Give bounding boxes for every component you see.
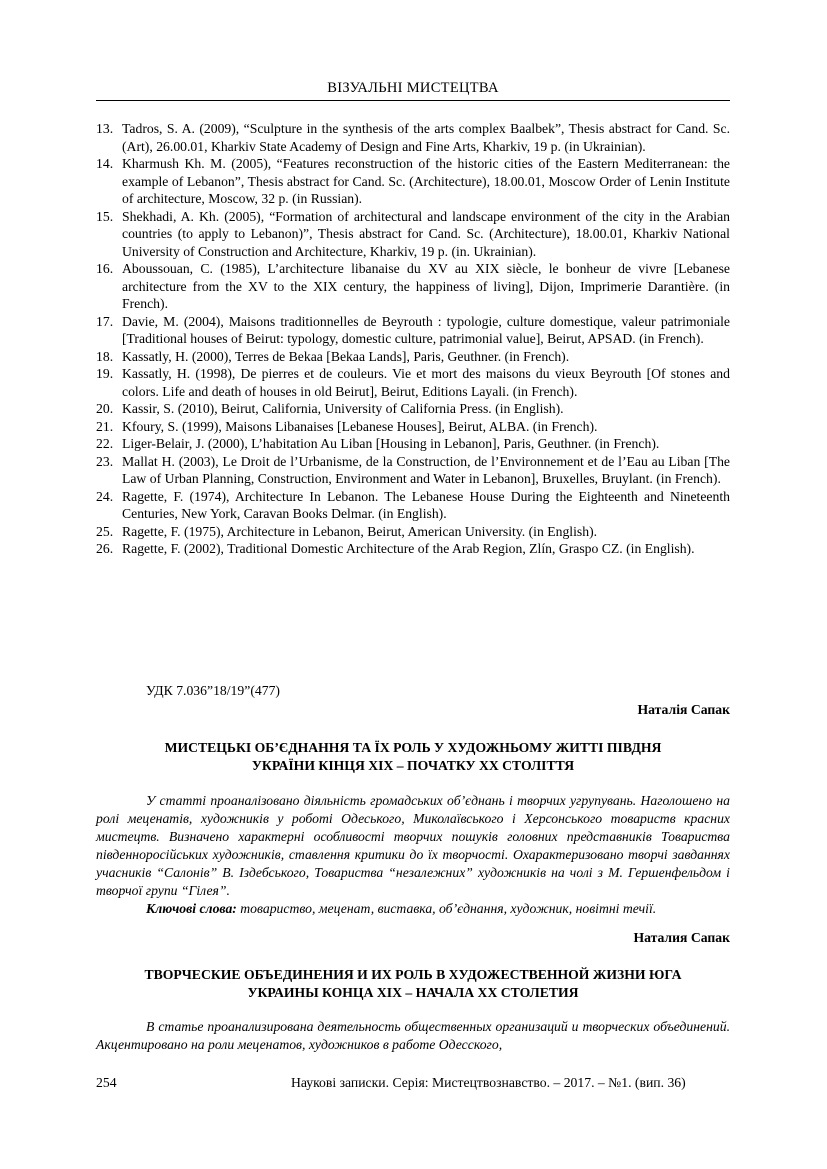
reference-text: Aboussouan, C. (1985), L’architecture libanaise du XV au XIX siècle, le bonheur de vivre [Lebanese architecture from the XV to the XIX century, the happiness of living], Dijon, Imprimerie Darantière. (in French). (122, 261, 730, 311)
reference-item (96, 313, 730, 348)
title-line: УКРАИНЫ КОНЦА ХІХ – НАЧАЛА ХХ СТОЛЕТИЯ (247, 984, 579, 1000)
title-line: УКРАЇНИ КІНЦЯ ХІХ – ПОЧАТКУ ХХ СТОЛІТТЯ (251, 757, 575, 773)
reference-text: Kharmush Kh. M. (2005), “Features reconstruction of the historic cities of the Eastern Mediterranean: the example of Lebanon”, Thesis abstract for Cand. Sc. (Architecture), 18.00.01, Moscow Order of Lenin Institute of architecture, Moscow, 32 p. (in Russian). (122, 156, 730, 206)
reference-number: 26. (96, 541, 114, 556)
reference-text: Kassir, S. (2010), Beirut, California, University of California Press. (in English). (122, 401, 564, 416)
reference-number: 18. (96, 348, 114, 364)
reference-item (96, 365, 730, 400)
reference-text: Tadros, S. A. (2009), “Sculpture in the synthesis of the arts complex Baalbek”, Thesis abstract for Cand. Sc. (Art), 26.00.01, Kharkiv State Academy of Design and Fine Arts, Kharkiv, 19 p. (in Ukrainian). (122, 121, 730, 154)
reference-number: 21. (96, 418, 114, 434)
article-title-ukrainian (96, 739, 730, 774)
reference-item (96, 260, 730, 313)
reference-number: 25. (96, 523, 114, 539)
reference-item (96, 453, 730, 488)
keywords-label: Ключові слова: (146, 901, 237, 916)
abstract-ukrainian (96, 792, 730, 918)
reference-number: 22. (96, 436, 114, 451)
reference-number: 24. (96, 488, 114, 504)
reference-item (96, 540, 730, 558)
reference-text: Kfoury, S. (1999), Maisons Libanaises [Lebanese Houses], Beirut, ALBA. (in French). (122, 418, 598, 434)
reference-item (96, 348, 730, 366)
reference-item (96, 120, 730, 155)
reference-number: 23. (96, 453, 114, 469)
reference-list (96, 120, 730, 558)
reference-item (96, 488, 730, 523)
title-line: ТВОРЧЕСКИЕ ОБЪЕДИНЕНИЯ И ИХ РОЛЬ В ХУДОЖЕСТВЕННОЙ ЖИЗНИ ЮГА (144, 967, 682, 982)
reference-item (96, 523, 730, 541)
reference-text: Ragette, F. (2002), Traditional Domestic Architecture of the Arab Region, Zlín, Graspo CZ. (in English). (122, 541, 695, 556)
reference-item (96, 400, 730, 418)
author-name-ukrainian: Наталія Сапак (637, 702, 730, 717)
journal-citation: Наукові записки. Серія: Мистецтвознавство. – 2017. – №1. (вип. 36) (291, 1075, 686, 1090)
author-name-russian: Наталия Сапак (633, 930, 730, 945)
reference-number: 16. (96, 261, 114, 276)
reference-text: Mallat H. (2003), Le Droit de l’Urbanisme, de la Construction, de l’Environnement et de l’Eau au Liban [The Law of Urban Planning, Construction, Environment and Water in Lebanon], Bruxelles, Bruylant. (in French). (122, 453, 730, 486)
reference-item (96, 208, 730, 261)
reference-number: 19. (96, 366, 114, 381)
reference-number: 20. (96, 401, 114, 416)
running-header: ВІЗУАЛЬНІ МИСТЕЦТВА (96, 80, 730, 101)
abstract-text: В статье проанализирована деятельность общественных организаций и творческих объединений. Акцентировано на роли меценатов, художников в работе Одесского, (96, 1019, 730, 1052)
article-title-russian (96, 966, 730, 1001)
keywords-text: товариство, меценат, виставка, об’єднання, художник, новітні течії. (240, 901, 657, 916)
reference-item (96, 435, 730, 453)
reference-text: Davie, M. (2004), Maisons traditionnelles de Beyrouth : typologie, culture domestique, valeur patrimoniale [Traditional houses of Beirut: typology, domestic culture, patrimonial value], Beirut, APSAD. (in French). (122, 313, 730, 346)
abstract-russian (96, 1018, 730, 1054)
reference-text: Liger-Belair, J. (2000), L’habitation Au Liban [Housing in Lebanon], Paris, Geuthner. (in French). (122, 436, 660, 451)
reference-number: 15. (96, 208, 114, 224)
reference-number: 13. (96, 121, 114, 136)
reference-item (96, 155, 730, 208)
page-number: 254 (96, 1075, 117, 1090)
reference-item (96, 418, 730, 436)
reference-text: Ragette, F. (1974), Architecture In Lebanon. The Lebanese House During the Eighteenth and Nineteenth Centuries, New York, Caravan Books Delmar. (in English). (122, 488, 730, 521)
reference-number: 14. (96, 156, 114, 171)
reference-number: 17. (96, 313, 114, 329)
reference-text: Shekhadi, A. Kh. (2005), “Formation of architectural and landscape environment of the city in the Arabian countries (to apply to Lebanon)”, Thesis abstract for Cand. Sc. (Architecture), 18.00.01, Kharkiv National University of Construction and Architecture, Kharkiv, 19 p. (in. Ukrainian). (122, 208, 730, 259)
title-line: МИСТЕЦЬКІ ОБ’ЄДНАННЯ ТА ЇХ РОЛЬ У ХУДОЖНЬОМУ ЖИТТІ ПІВДНЯ (164, 740, 662, 755)
reference-text: Kassatly, H. (1998), De pierres et de couleurs. Vie et mort des maisons du vieux Beyrouth [Of stones and colors. Life and death of houses in old Beirut], Beirut, Editions Layali. (in French). (122, 366, 730, 399)
reference-text: Ragette, F. (1975), Architecture in Lebanon, Beirut, American University. (in English). (122, 523, 598, 539)
keywords (96, 900, 730, 918)
reference-text: Kassatly, H. (2000), Terres de Bekaa [Bekaa Lands], Paris, Geuthner. (in French). (122, 348, 570, 364)
udk-code: УДК 7.036”18/19”(477) (146, 683, 280, 698)
abstract-text: У статті проаналізовано діяльність громадських об’єднань і творчих угрупувань. Наголошено на ролі меценатів, художників у роботі Одеського, Миколаївського і Херсонського товариств красних мистецтв. Визначено характерні особливості творчих пошуків головних представників Товариства південноросійських художників, ставлення критики до їх творчості. Охарактеризовано творчі завданнях учасників “Салонів” В. Іздебського, Товариства “незалежних” художників на чолі з М. Гершенфельдом і творчої групи “Гілея”. (96, 793, 730, 898)
